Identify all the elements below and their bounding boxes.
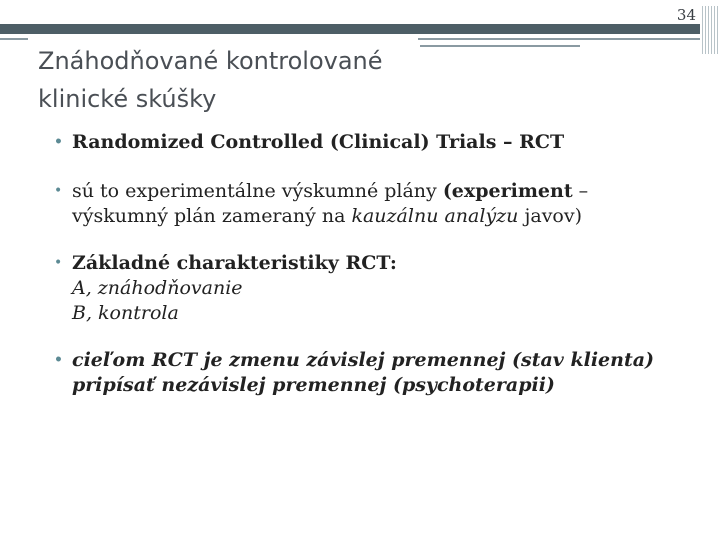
bullet-text: javov) xyxy=(518,205,583,227)
bullet-text-bold: (experiment xyxy=(442,180,573,202)
bullet-heading: • Základné charakteristiky RCT: xyxy=(72,252,397,274)
bullet-goal: • cieľom RCT je zmenu závislej premennej (stav klienta) pripísať nezávislej premennej (psychoterapii) xyxy=(54,348,674,398)
page-number: 34 xyxy=(676,6,696,24)
sub-item-b: B, kontrola xyxy=(72,302,179,324)
header-stripes xyxy=(702,6,718,54)
slide-title: Znáhodňované kontrolované klinické skúšky xyxy=(38,47,383,113)
bullet-experimental xyxy=(54,179,674,229)
header-band xyxy=(0,24,700,34)
bullet-text-italic: kauzálnu analýzu xyxy=(351,205,519,227)
bullet-rct: • Randomized Controlled (Clinical) Trials – RCT xyxy=(54,130,674,155)
bullet-text: – výskumný plán zameraný na xyxy=(72,180,589,227)
sub-item-a: A, znáhodňovanie xyxy=(72,277,243,299)
bullet-characteristics xyxy=(54,251,674,326)
bullet-text: sú to experimentálne výskumné plány xyxy=(72,180,443,202)
slide-content xyxy=(54,130,674,398)
header-rule-short xyxy=(420,45,580,47)
